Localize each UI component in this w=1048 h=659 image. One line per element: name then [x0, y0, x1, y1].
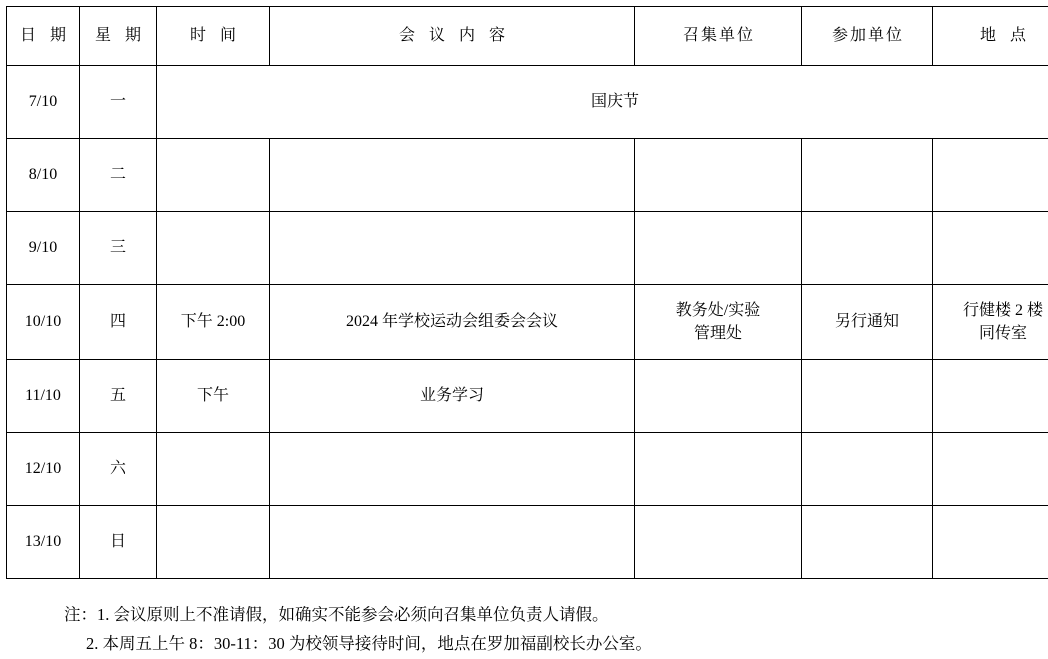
- cell-weekday: 二: [80, 139, 157, 212]
- cell-weekday: 日: [80, 506, 157, 579]
- cell-content: [270, 139, 635, 212]
- table-row: [7, 433, 1048, 506]
- cell-date: 7/10: [7, 66, 80, 139]
- cell-content: 业务学习: [270, 360, 635, 433]
- cell-weekday: 三: [80, 212, 157, 285]
- column-header-caller: 召集单位: [635, 7, 802, 66]
- meeting-schedule-page: [0, 6, 1048, 631]
- table-row: [7, 212, 1048, 285]
- column-header-time: 时 间: [157, 7, 270, 66]
- cell-participants: [802, 212, 933, 285]
- table-row: [7, 360, 1048, 433]
- cell-caller: [635, 212, 802, 285]
- cell-time: [157, 212, 270, 285]
- cell-weekday: 六: [80, 433, 157, 506]
- table-header-row: [7, 7, 1048, 66]
- cell-date: 8/10: [7, 139, 80, 212]
- cell-content: [270, 433, 635, 506]
- cell-date: 12/10: [7, 433, 80, 506]
- cell-place: [933, 360, 1048, 433]
- cell-content: [270, 506, 635, 579]
- cell-place-line1: 行健楼 2 楼: [936, 299, 1048, 322]
- cell-content: [270, 212, 635, 285]
- cell-place: [933, 139, 1048, 212]
- cell-holiday-note: 国庆节: [157, 66, 1048, 139]
- cell-time: 下午 2:00: [157, 285, 270, 360]
- cell-caller: [635, 506, 802, 579]
- footnote-line-1: 注：1. 会议原则上不准请假，如确实不能参会必须向召集单位负责人请假。: [64, 601, 1048, 630]
- cell-caller-line2: 管理处: [638, 322, 798, 345]
- cell-time: [157, 433, 270, 506]
- cell-weekday: 五: [80, 360, 157, 433]
- footnote-line-2: 2. 本周五上午 8：30-11：30 为校领导接待时间，地点在罗加福副校长办公室。: [64, 630, 1048, 659]
- cell-place: [933, 285, 1048, 360]
- table-row: [7, 285, 1048, 360]
- meeting-schedule-table: [6, 6, 1048, 579]
- cell-date: 10/10: [7, 285, 80, 360]
- cell-caller: [635, 433, 802, 506]
- cell-participants: [802, 139, 933, 212]
- cell-time: [157, 139, 270, 212]
- column-header-date: 日 期: [7, 7, 80, 66]
- cell-place: [933, 212, 1048, 285]
- column-header-content: 会 议 内 容: [270, 7, 635, 66]
- cell-participants: [802, 506, 933, 579]
- cell-caller: [635, 360, 802, 433]
- column-header-participants: 参加单位: [802, 7, 933, 66]
- footnotes: [0, 601, 1048, 659]
- cell-time: 下午: [157, 360, 270, 433]
- table-header: [7, 7, 1048, 66]
- cell-caller-line1: 教务处/实验: [638, 299, 798, 322]
- cell-place: [933, 506, 1048, 579]
- table-row: [7, 506, 1048, 579]
- cell-time: [157, 506, 270, 579]
- cell-place-line2: 同传室: [936, 322, 1048, 345]
- cell-place: [933, 433, 1048, 506]
- cell-date: 9/10: [7, 212, 80, 285]
- cell-date: 11/10: [7, 360, 80, 433]
- cell-participants: 另行通知: [802, 285, 933, 360]
- cell-caller: [635, 139, 802, 212]
- cell-participants: [802, 433, 933, 506]
- column-header-place: 地 点: [933, 7, 1048, 66]
- column-header-weekday: 星 期: [80, 7, 157, 66]
- cell-weekday: 四: [80, 285, 157, 360]
- table-row: [7, 66, 1048, 139]
- cell-weekday: 一: [80, 66, 157, 139]
- cell-participants: [802, 360, 933, 433]
- table-row: [7, 139, 1048, 212]
- table-body: [7, 66, 1048, 579]
- cell-date: 13/10: [7, 506, 80, 579]
- cell-caller: [635, 285, 802, 360]
- cell-content: 2024 年学校运动会组委会会议: [270, 285, 635, 360]
